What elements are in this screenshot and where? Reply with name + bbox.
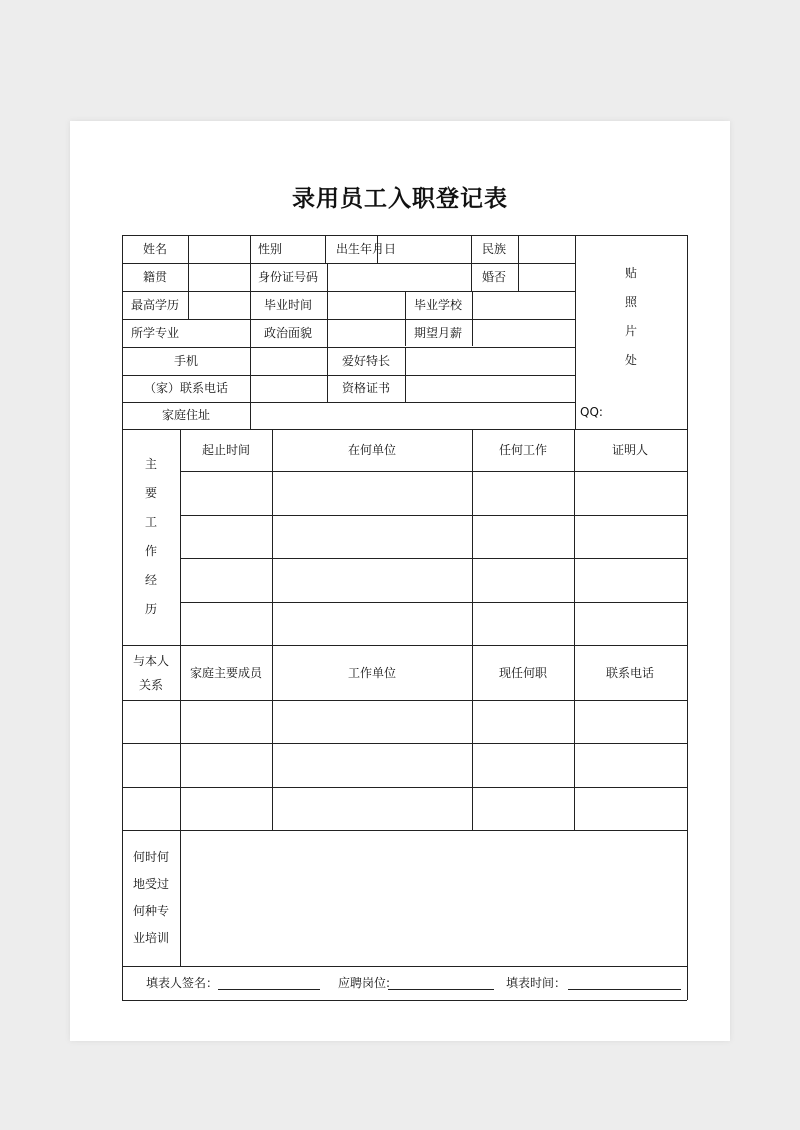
photo-area-label: 贴照片处 [624,266,637,367]
expected-salary-input[interactable] [473,320,574,346]
grid-line [575,235,576,429]
training-input[interactable] [181,831,686,965]
birth-date-label: 出生年月日 [335,242,397,256]
grad-school-input[interactable] [473,292,574,318]
work-history-label: 主要工作经历 [144,457,157,616]
grid-line [122,966,687,967]
native-place-label: 籍贯 [142,270,168,284]
grad-time-label: 毕业时间 [263,298,313,312]
grad-school-label: 毕业学校 [413,298,463,312]
work-header-reference: 证明人 [611,443,649,457]
work-header-period: 起止时间 [201,443,251,457]
native-place-input[interactable] [189,264,249,290]
grid-line [405,291,406,346]
registration-form [122,235,687,1000]
marital-label: 婚否 [481,270,507,284]
hobbies-label: 爱好特长 [341,354,391,368]
id-number-label: 身份证号码 [257,270,319,284]
grid-line [122,645,687,646]
ethnicity-label: 民族 [481,242,507,256]
education-label: 最高学历 [130,298,180,312]
major-label: 所学专业 [130,326,180,340]
grid-line [687,235,688,1000]
training-label: 何时何地受过何种专业培训 [132,850,169,945]
family-rows[interactable] [123,701,686,829]
grid-line [122,1000,687,1001]
mobile-input[interactable] [251,348,326,374]
certificates-label: 资格证书 [341,381,391,395]
political-label: 政治面貌 [263,326,313,340]
position-field[interactable] [388,989,494,990]
expected-salary-label: 期望月薪 [413,326,463,340]
signature-field[interactable] [218,989,320,990]
name-input[interactable] [189,236,249,262]
position-label: 应聘岗位: [338,976,391,990]
family-header-title: 现任何职 [498,666,548,680]
address-label: 家庭住址 [161,408,211,422]
mobile-label: 手机 [173,354,199,368]
grid-line [327,347,328,402]
education-input[interactable] [189,292,249,318]
relation-label: 与本人关系 [132,654,169,692]
political-input[interactable] [328,320,404,346]
family-header-employer: 工作单位 [347,666,397,680]
qq-label: QQ: [580,405,603,419]
major-input[interactable] [123,320,249,346]
ethnicity-input[interactable] [519,236,574,262]
date-label: 填表时间： [506,976,567,990]
gender-label: 性别 [257,242,283,256]
name-label: 姓名 [142,242,168,256]
family-header-phone: 联系电话 [605,666,655,680]
grad-time-input[interactable] [328,292,404,318]
home-phone-input[interactable] [251,376,326,401]
certificates-input[interactable] [406,376,574,401]
form-title: 录用员工入职登记表 [292,186,508,212]
grid-line [471,235,472,291]
work-header-company: 在何单位 [347,443,397,457]
qq-input[interactable] [606,403,686,428]
grid-line [122,429,687,430]
home-phone-label: （家）联系电话 [143,381,229,395]
birth-date-input[interactable] [378,236,470,262]
hobbies-input[interactable] [406,348,574,374]
date-field[interactable] [568,989,681,990]
address-input[interactable] [251,403,574,428]
signature-label: 填表人签名： [146,976,219,990]
grid-line [122,235,123,1000]
family-header-member: 家庭主要成员 [189,666,263,680]
work-header-position: 任何工作 [498,443,548,457]
marital-input[interactable] [519,264,574,290]
work-history-rows[interactable] [181,472,686,644]
id-number-input[interactable] [328,264,470,290]
